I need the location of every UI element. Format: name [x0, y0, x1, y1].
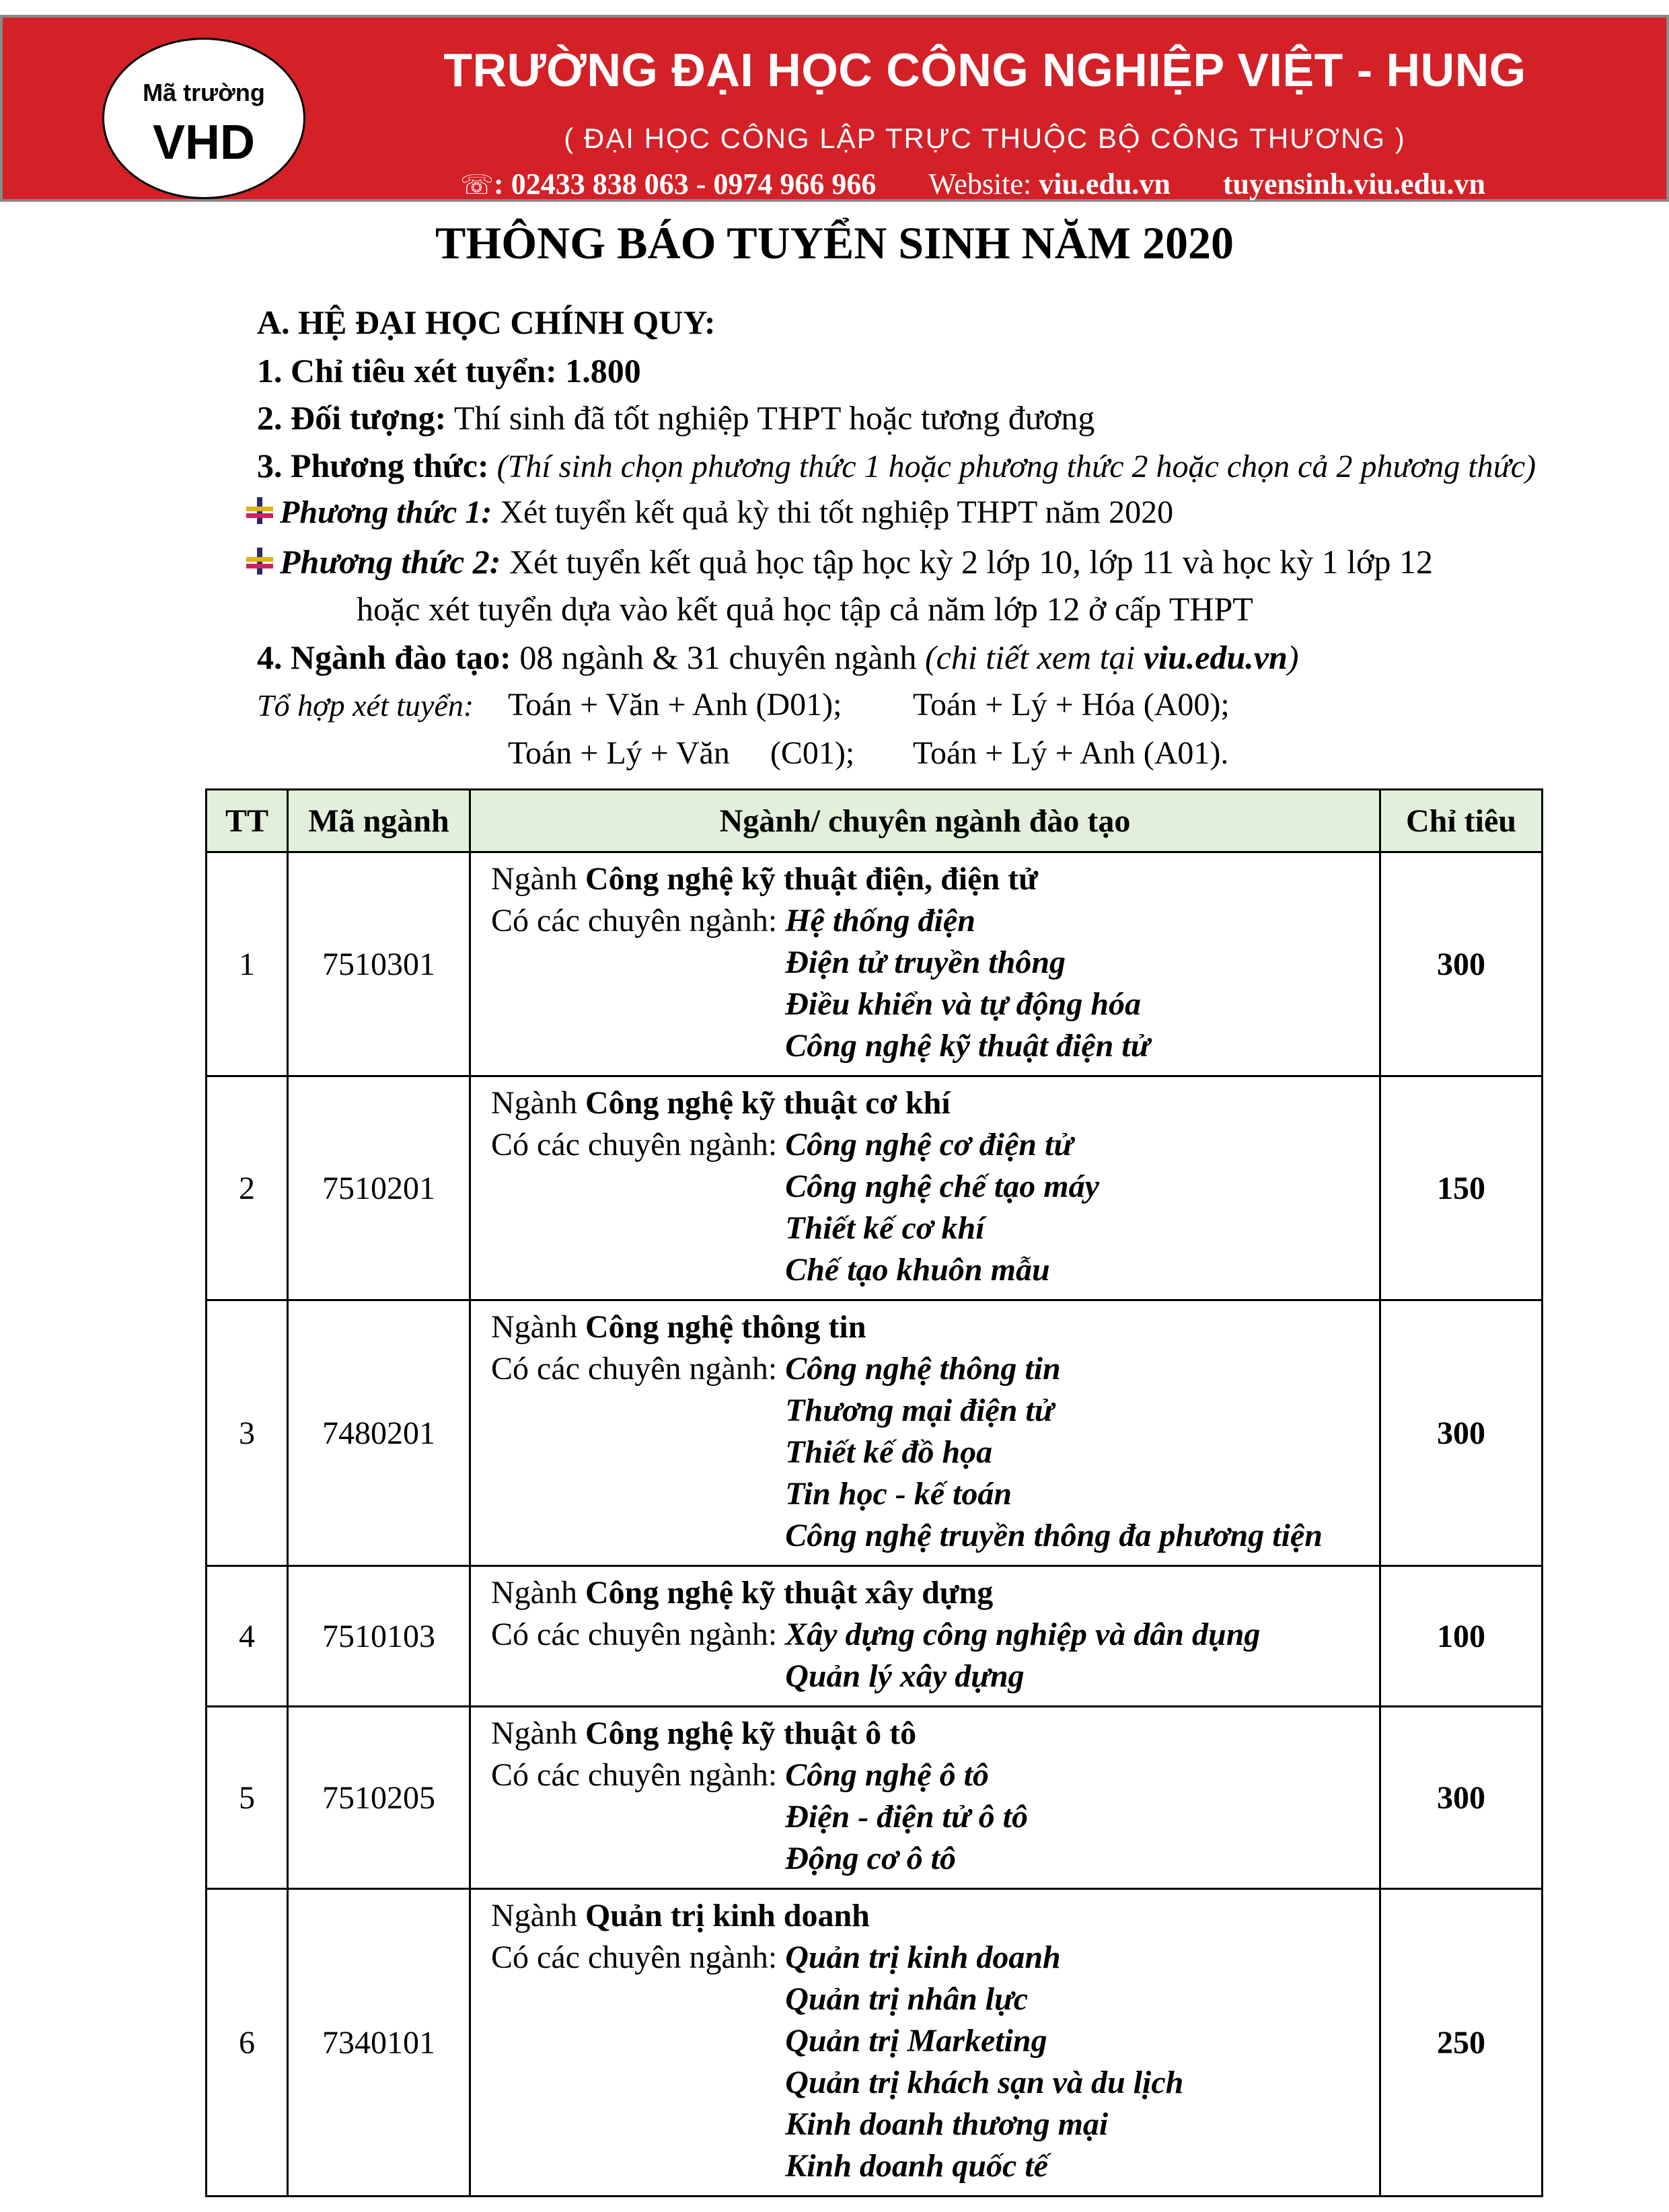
admissions-website-link[interactable]: tuyensinh.viu.edu.vn	[1222, 168, 1485, 200]
major-quota: 250	[1380, 1889, 1543, 2197]
majors-note-open: (chi tiết xem tại	[925, 638, 1144, 676]
major-name: Quản trị kinh doanh	[585, 1898, 870, 1933]
badge-code: VHD	[152, 116, 255, 170]
specialization-item: Chế tạo khuôn mẫu	[785, 1252, 1050, 1288]
method1-label: Phương thức 1:	[280, 494, 492, 530]
major-quota: 300	[1380, 1707, 1543, 1889]
specialization-item: Điều khiển và tự động hóa	[785, 986, 1142, 1022]
specialization-item: Quản trị kinh doanh	[785, 1940, 1061, 1975]
method2-line	[246, 542, 1433, 581]
specialization-item: Thiết kế cơ khí	[785, 1210, 985, 1246]
major-description	[470, 852, 1380, 1076]
specializations-prefix: Có các chuyên ngành:	[491, 1940, 786, 1975]
specialization-item: Xây dựng công nghiệp và dân dụng	[785, 1617, 1261, 1652]
majors-table	[205, 788, 1538, 2197]
specialization-item: Quản trị nhân lực	[785, 1981, 1029, 2017]
major-prefix: Ngành	[491, 1716, 585, 1751]
phone-numbers: 02433 838 063 - 0974 966 966	[511, 168, 877, 200]
major-name: Công nghệ kỹ thuật xây dựng	[585, 1575, 994, 1611]
specializations-prefix: Có các chuyên ngành:	[491, 1351, 786, 1387]
specialization-item: Quản lý xây dựng	[785, 1658, 1025, 1694]
specialization-item: Công nghệ ô tô	[785, 1757, 989, 1793]
major-prefix: Ngành	[491, 1898, 585, 1933]
table-row	[207, 1076, 1543, 1300]
quota-line: 1. Chỉ tiêu xét tuyển: 1.800	[257, 352, 641, 390]
major-prefix: Ngành	[491, 1309, 585, 1345]
specialization-item: Điện - điện tử ô tô	[785, 1799, 1028, 1835]
section-heading: A. HỆ ĐẠI HỌC CHÍNH QUY:	[257, 303, 716, 341]
major-description	[470, 1889, 1380, 2197]
table-row	[207, 1889, 1543, 2197]
specialization-item: Thiết kế đồ họa	[785, 1434, 993, 1470]
header-quota: Chỉ tiêu	[1380, 790, 1543, 852]
table-row	[207, 1300, 1543, 1566]
major-code: 7340101	[288, 1889, 470, 2197]
school-name: TRƯỜNG ĐẠI HỌC CÔNG NGHIỆP VIỆT - HUNG	[443, 44, 1526, 96]
major-prefix: Ngành	[491, 861, 585, 897]
majors-line	[257, 638, 1298, 677]
major-description	[470, 1566, 1380, 1707]
specialization-item: Công nghệ kỹ thuật điện tử	[785, 1028, 1150, 1064]
specializations-list	[785, 1348, 1323, 1557]
combos-label: Tổ hợp xét tuyển:	[257, 688, 474, 723]
bullet-arrow-icon	[246, 548, 273, 575]
target-label: 2. Đối tượng:	[257, 399, 447, 437]
major-quota: 150	[1380, 1076, 1543, 1300]
header-tt: TT	[207, 790, 288, 852]
specializations-prefix: Có các chuyên ngành:	[491, 1617, 786, 1652]
specialization-item: Kinh doanh quốc tế	[785, 2148, 1048, 2184]
specialization-item: Quản trị Marketing	[785, 2023, 1047, 2059]
major-name: Công nghệ kỹ thuật ô tô	[585, 1716, 917, 1751]
major-name: Công nghệ thông tin	[585, 1309, 866, 1345]
major-code: 7480201	[288, 1300, 470, 1566]
major-code: 7510201	[288, 1076, 470, 1300]
specialization-item: Kinh doanh thương mại	[785, 2106, 1109, 2142]
method2-text: Xét tuyển kết quả học tập học kỳ 2 lớp 10, lớp 11 và học kỳ 1 lớp 12	[509, 543, 1433, 581]
method2-label: Phương thức 2:	[280, 543, 501, 581]
major-prefix: Ngành	[491, 1575, 585, 1611]
method-note: (Thí sinh chọn phương thức 1 hoặc phương thức 2 hoặc chọn cả 2 phương thức)	[496, 449, 1536, 484]
method1-text: Xét tuyển kết quả kỳ thi tốt nghiệp THPT năm 2020	[500, 494, 1174, 530]
header-banner	[0, 15, 1669, 202]
row-number: 4	[207, 1566, 288, 1707]
specializations-list	[785, 1755, 1028, 1880]
combo-d01: Toán + Văn + Anh (D01);	[508, 687, 842, 723]
table-row	[207, 1566, 1543, 1707]
major-code: 7510301	[288, 852, 470, 1076]
major-description	[470, 1707, 1380, 1889]
specialization-item: Tin học - kế toán	[785, 1476, 1012, 1512]
contact-line	[460, 167, 1485, 201]
row-number: 6	[207, 1889, 288, 2197]
table-row	[207, 852, 1543, 1076]
specializations-prefix: Có các chuyên ngành:	[491, 903, 786, 938]
specialization-item: Hệ thống điện	[785, 903, 975, 938]
target-line	[257, 398, 1095, 437]
majors-note-close: )	[1287, 638, 1299, 676]
phone-icon: ☏	[460, 170, 494, 200]
combo-a00: Toán + Lý + Hóa (A00);	[913, 687, 1230, 723]
target-text: Thí sinh đã tốt nghiệp THPT hoặc tương đương	[453, 399, 1095, 437]
method2-text-continued: hoặc xét tuyển dựa vào kết quả học tập cả năm lớp 12 ở cấp THPT	[357, 590, 1253, 628]
majors-label: 4. Ngành đào tạo:	[257, 638, 511, 676]
specializations-prefix: Có các chuyên ngành:	[491, 1127, 786, 1163]
header-name: Ngành/ chuyên ngành đào tạo	[470, 790, 1380, 852]
method-label: 3. Phương thức:	[257, 447, 489, 484]
specialization-item: Công nghệ cơ điện tử	[785, 1127, 1074, 1163]
bullet-arrow-icon	[246, 497, 273, 524]
document-title: THÔNG BÁO TUYỂN SINH NĂM 2020	[435, 217, 1234, 268]
specializations-list	[785, 1124, 1099, 1291]
specialization-item: Công nghệ truyền thông đa phương tiện	[785, 1518, 1323, 1553]
specialization-item: Động cơ ô tô	[785, 1841, 956, 1876]
major-quota: 100	[1380, 1566, 1543, 1707]
row-number: 5	[207, 1707, 288, 1889]
website-link[interactable]: viu.edu.vn	[1039, 168, 1171, 200]
table-header-row	[207, 790, 1543, 852]
specialization-item: Công nghệ thông tin	[785, 1351, 1061, 1387]
major-name: Công nghệ kỹ thuật cơ khí	[585, 1085, 951, 1121]
combo-a01: Toán + Lý + Anh (A01).	[913, 735, 1229, 771]
row-number: 1	[207, 852, 288, 1076]
specializations-list	[785, 900, 1150, 1067]
method-line	[257, 446, 1536, 485]
specialization-item: Điện tử truyền thông	[785, 945, 1066, 980]
major-name: Công nghệ kỹ thuật điện, điện tử	[585, 861, 1038, 897]
specializations-list	[785, 1937, 1183, 2187]
major-code: 7510205	[288, 1707, 470, 1889]
major-description	[470, 1076, 1380, 1300]
major-description	[470, 1300, 1380, 1566]
badge-label: Mã trường	[143, 79, 265, 106]
specialization-item: Thương mại điện tử	[785, 1393, 1054, 1428]
school-subtitle: ( ĐẠI HỌC CÔNG LẬP TRỰC THUỘC BỘ CÔNG THƯƠNG )	[564, 122, 1406, 154]
specialization-item: Công nghệ chế tạo máy	[785, 1169, 1099, 1204]
majors-note-site[interactable]: viu.edu.vn	[1143, 638, 1288, 676]
website-label: Website:	[928, 168, 1032, 200]
table-row	[207, 1707, 1543, 1889]
row-number: 2	[207, 1076, 288, 1300]
combo-c01: Toán + Lý + Văn (C01);	[508, 735, 855, 771]
specializations-list	[785, 1614, 1260, 1697]
major-quota: 300	[1380, 852, 1543, 1076]
header-code: Mã ngành	[288, 790, 470, 852]
major-code: 7510103	[288, 1566, 470, 1707]
major-prefix: Ngành	[491, 1085, 585, 1121]
school-code-badge	[102, 38, 305, 199]
majors-text: 08 ngành & 31 chuyên ngành	[519, 638, 917, 676]
major-quota: 300	[1380, 1300, 1543, 1566]
phone-colon: :	[494, 168, 504, 200]
row-number: 3	[207, 1300, 288, 1566]
specializations-prefix: Có các chuyên ngành:	[491, 1757, 786, 1793]
specialization-item: Quản trị khách sạn và du lịch	[785, 2065, 1184, 2100]
method1-line	[246, 494, 1173, 531]
